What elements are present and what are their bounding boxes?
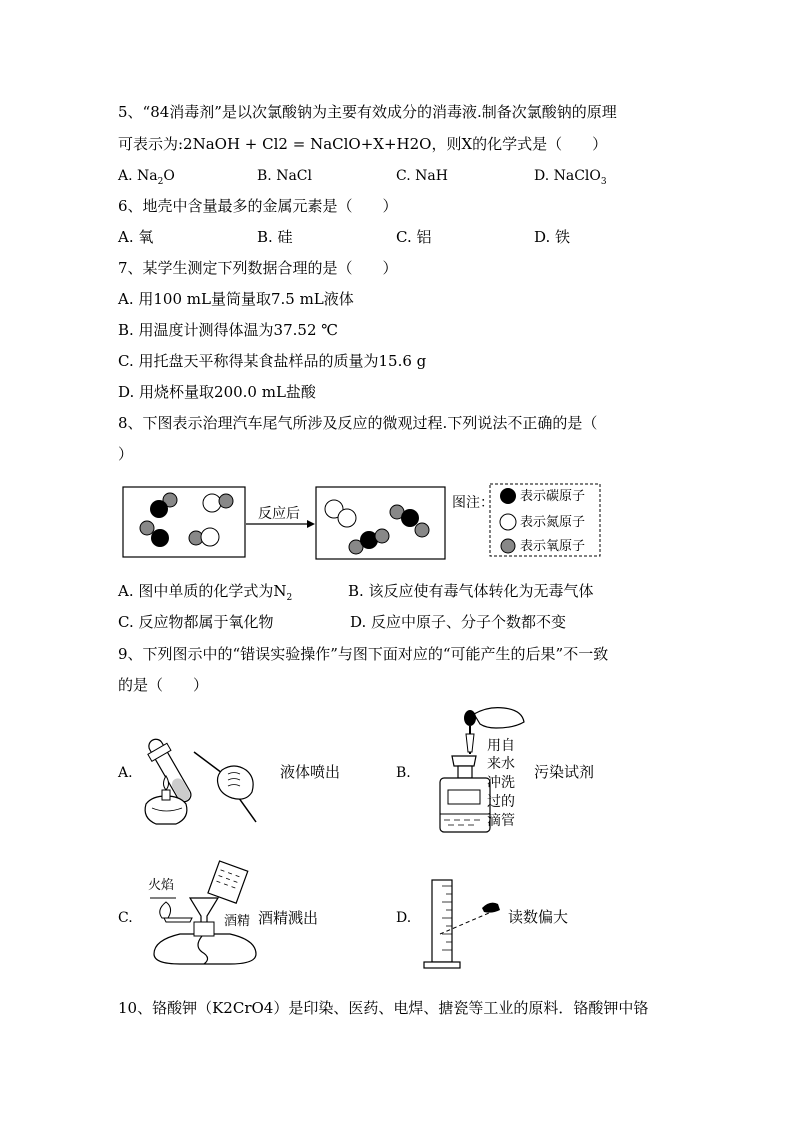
q5-stem-line2: 可表示为:2NaOH + Cl2 = NaClO+X+H2O，则X的化学式是（ ） bbox=[118, 135, 608, 153]
q9-b-result: 污染试剂 bbox=[534, 763, 595, 781]
cylinder-base bbox=[424, 962, 460, 968]
bottle-stopper bbox=[452, 756, 476, 766]
q9-option-c-label: C. bbox=[118, 910, 133, 926]
q8-arrow-label: 反应后 bbox=[258, 506, 300, 522]
q9-b-note-line-4: 过的 bbox=[487, 794, 515, 810]
q7-option-c: C. 用托盘天平称得某食盐样品的质量为15.6 g bbox=[118, 352, 427, 370]
q8-option-c: C. 反应物都属于氧化物 bbox=[118, 613, 274, 631]
beaker bbox=[208, 861, 248, 903]
q8-stem-line1: 8、下图表示治理汽车尾气所涉及反应的微观过程.下列说法不正确的是（ bbox=[118, 414, 598, 432]
q5-stem-line1: 5、“84消毒剂”是以次氯酸钠为主要有效成分的消毒液.制备次氯酸钠的原理 bbox=[118, 103, 617, 121]
q9-b-note-line-3: 冲洗 bbox=[487, 775, 515, 791]
reactant-no-n bbox=[203, 494, 221, 512]
eye-icon bbox=[482, 903, 500, 913]
q9-b-note-line-1: 用自 bbox=[487, 738, 515, 754]
q8-legend-title: 图注： bbox=[452, 495, 494, 511]
q9-d-result: 读数偏大 bbox=[508, 908, 569, 926]
q7-stem: 7、某学生测定下列数据合理的是（ ） bbox=[118, 259, 398, 277]
flame bbox=[160, 902, 171, 918]
q9-stem-line2: 的是（ ） bbox=[118, 676, 209, 694]
q5-option-d: D. NaClO$_3$ bbox=[534, 168, 607, 187]
reactant-no2-n bbox=[201, 528, 219, 546]
q5-option-a: A. $Na_2O$ bbox=[118, 168, 175, 187]
q9-d-graduated-cylinder-figure bbox=[420, 876, 510, 972]
q6-option-b: B. 硅 bbox=[257, 228, 293, 246]
q9-b-note-line-5: 滴管 bbox=[487, 813, 515, 829]
q7-option-b: B. 用温度计测得体温为37.52 ℃ bbox=[118, 321, 339, 339]
q10-stem-line1: 10、铬酸钾（K2CrO4）是印染、医药、电焊、搪瓷等工业的原料．铬酸钾中铬 bbox=[118, 999, 649, 1017]
q9-b-note-line-2: 来水 bbox=[487, 756, 515, 772]
q6-option-c: C. 铝 bbox=[396, 228, 432, 246]
q7-option-d: D. 用烧杯量取200.0 mL盐酸 bbox=[118, 383, 316, 401]
alcohol-lamp bbox=[154, 934, 256, 964]
q6-option-d: D. 铁 bbox=[534, 228, 571, 246]
q8-legend-oxygen: 表示氧原子 bbox=[520, 539, 586, 554]
q6-stem: 6、地壳中含量最多的金属元素是（ ） bbox=[118, 197, 398, 215]
q8-stem-line2: ） bbox=[118, 445, 134, 463]
hand bbox=[218, 766, 254, 799]
q8-option-b: B. 该反应使有毒气体转化为无毒气体 bbox=[348, 582, 594, 600]
hand bbox=[474, 708, 524, 728]
legend-carbon-icon bbox=[500, 488, 516, 504]
q8-legend-nitrogen: 表示氮原子 bbox=[520, 515, 586, 530]
q9-stem-line1: 9、下列图示中的“错误实验操作”与图下面对应的“可能产生的后果”不一致 bbox=[118, 645, 609, 663]
q9-c-flame-label: 火焰 bbox=[148, 878, 175, 893]
q5-option-c: C. NaH bbox=[396, 168, 448, 184]
q8-option-a: A. 图中单质的化学式为$N_2$ bbox=[118, 582, 293, 603]
q8-legend-carbon: 表示碳原子 bbox=[520, 489, 586, 504]
q8-option-d: D. 反应中原子、分子个数都不变 bbox=[350, 613, 567, 631]
dropper-bulb bbox=[464, 710, 476, 726]
q9-c-alcohol-label: 酒精 bbox=[224, 914, 251, 929]
legend-oxygen-icon bbox=[501, 539, 515, 553]
product-n2-b bbox=[338, 509, 356, 527]
reagent-bottle bbox=[440, 778, 490, 832]
q9-option-a-label: A. bbox=[118, 765, 133, 781]
q9-option-b-label: B. bbox=[396, 765, 411, 781]
q9-a-heating-test-tube-figure bbox=[140, 722, 270, 830]
legend-nitrogen-icon bbox=[500, 514, 516, 530]
q7-option-a: A. 用100 mL量筒量取7.5 mL液体 bbox=[118, 290, 354, 308]
bottle-label bbox=[448, 790, 480, 804]
q9-a-result: 液体喷出 bbox=[280, 763, 341, 781]
reactant-no-o bbox=[219, 494, 233, 508]
q6-option-a: A. 氧 bbox=[118, 228, 154, 246]
products-box bbox=[316, 487, 445, 559]
q9-c-result: 酒精溅出 bbox=[258, 909, 319, 927]
q9-option-d-label: D. bbox=[396, 910, 412, 926]
q5-option-b: B. NaCl bbox=[257, 168, 312, 184]
